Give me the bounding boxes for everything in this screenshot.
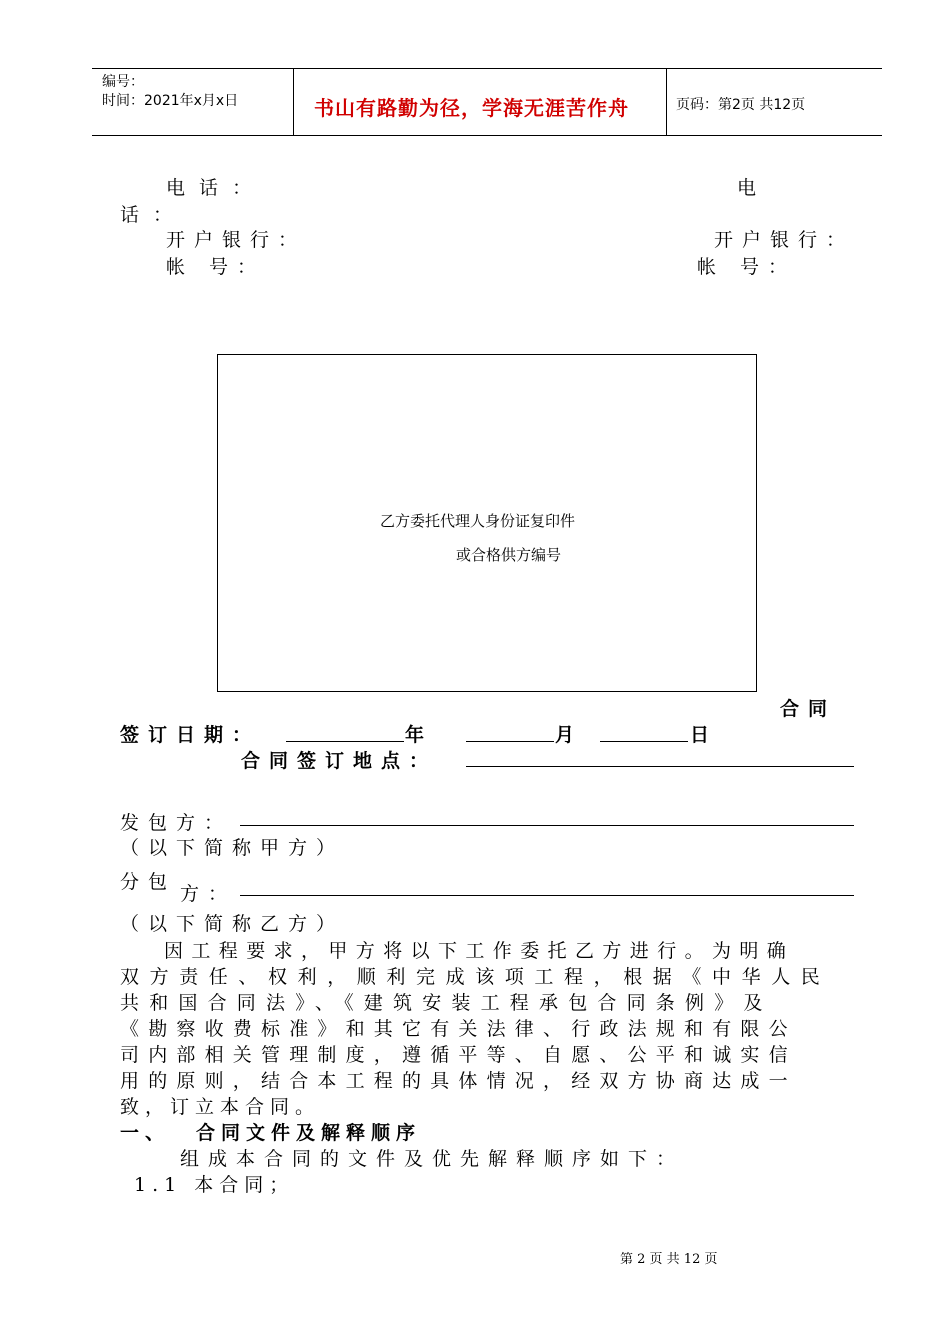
section-heading-number: 一、 bbox=[120, 1122, 171, 1144]
paragraph-line: 共和国合同法》、《建筑安装工程承包合同条例》及 bbox=[120, 992, 773, 1014]
time-label: 时间：2021年x月x日 bbox=[102, 93, 239, 109]
paragraph-line: 《勘察收费标准》和其它有关法律、行政法规和有限公 bbox=[120, 1018, 797, 1040]
issuer-label: 发包方： bbox=[120, 812, 233, 834]
day-blank bbox=[600, 741, 688, 742]
subcontractor-label-b: 方： bbox=[180, 883, 237, 905]
signing-place-label: 合同签订地点： bbox=[241, 750, 438, 772]
bank-label-left: 开户银行： bbox=[166, 229, 307, 251]
issuer-blank bbox=[240, 825, 854, 826]
subcontractor-note: （以下简称乙方） bbox=[120, 913, 345, 935]
paragraph-line: 致，订立本合同。 bbox=[120, 1096, 321, 1118]
contract-label: 合同 bbox=[780, 698, 837, 720]
phone-label-wrap: 话 ： bbox=[120, 204, 177, 226]
year-label: 年 bbox=[405, 724, 425, 746]
account-label-left: 帐 号： bbox=[166, 256, 266, 278]
paragraph-line: 因工程要求，甲方将以下工作委托乙方进行。为明确 bbox=[164, 940, 795, 962]
section-intro: 组成本合同的文件及优先解释顺序如下： bbox=[180, 1148, 685, 1170]
header-bottom-rule bbox=[92, 135, 882, 136]
header-top-rule bbox=[92, 68, 882, 69]
month-blank bbox=[466, 741, 554, 742]
phone-label-right: 电 bbox=[737, 177, 757, 199]
subcontractor-blank bbox=[240, 895, 854, 896]
header-divider bbox=[666, 68, 667, 135]
id-box-line1: 乙方委托代理人身份证复印件 bbox=[380, 512, 576, 530]
page-footer: 第 2 页 共 12 页 bbox=[620, 1252, 718, 1267]
paragraph-line: 用的原则，结合本工程的具体情况，经双方协商达成一 bbox=[120, 1070, 797, 1092]
page-indicator: 页码：第2页 共12页 bbox=[676, 97, 806, 113]
bank-label-right: 开户银行： bbox=[714, 229, 855, 251]
motto-text: 书山有路勤为径，学海无涯苦作舟 bbox=[314, 96, 629, 120]
section-heading: 合同文件及解释顺序 bbox=[196, 1122, 422, 1144]
signing-date-label: 签订日期： bbox=[120, 724, 261, 746]
year-blank bbox=[286, 741, 404, 742]
paragraph-line: 双方责任、权利，顺利完成该项工程，根据《中华人民 bbox=[120, 966, 831, 988]
month-label: 月 bbox=[555, 724, 575, 746]
paragraph-line: 司内部相关管理制度，遵循平等、自愿、公平和诚实信 bbox=[120, 1044, 797, 1066]
header-divider bbox=[293, 68, 294, 135]
list-item: 1.1 本合同； bbox=[134, 1174, 295, 1196]
subcontractor-label-a: 分包 bbox=[120, 871, 177, 893]
phone-label-left: 电 话 ： bbox=[166, 177, 256, 199]
issuer-note: （以下简称甲方） bbox=[120, 837, 345, 859]
id-box-line2: 或合格供方编号 bbox=[456, 546, 562, 564]
account-label-right: 帐 号： bbox=[697, 256, 797, 278]
number-label: 编号： bbox=[102, 74, 144, 90]
signing-place-blank bbox=[466, 766, 854, 767]
day-label: 日 bbox=[690, 724, 710, 746]
